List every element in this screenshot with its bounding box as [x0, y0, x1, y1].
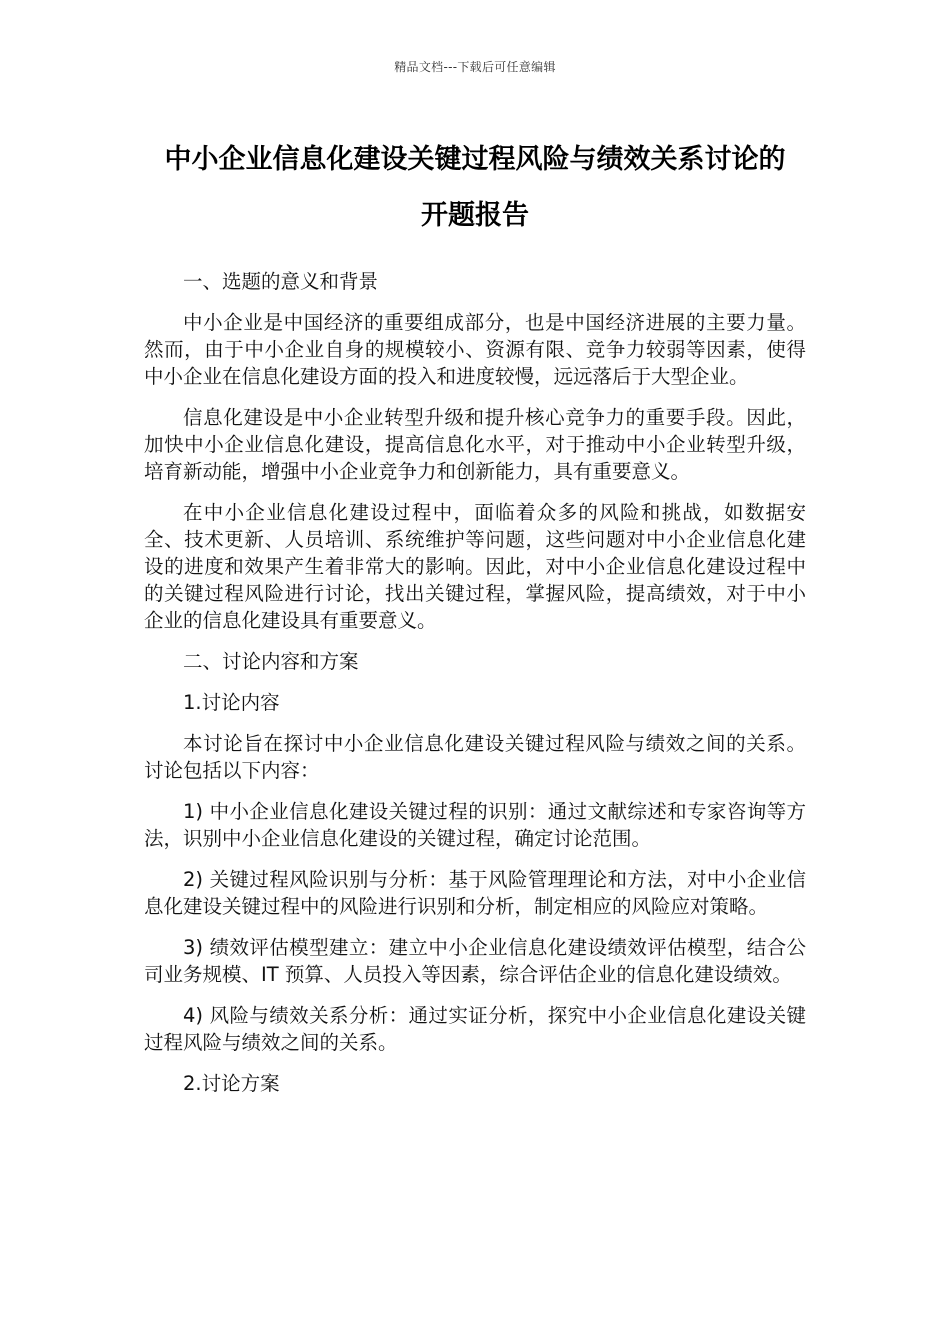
paragraph-research-aim: 本讨论旨在探讨中小企业信息化建设关键过程风险与绩效之间的关系。讨论包括以下内容：	[144, 732, 806, 782]
title-line-1: 中小企业信息化建设关键过程风险与绩效关系讨论的	[164, 144, 786, 175]
document-body	[144, 268, 806, 1111]
list-item-3: 3) 绩效评估模型建立：建立中小企业信息化建设绩效评估模型，结合公司业务规模、IT 预算、人员投入等因素，综合评估企业的信息化建设绩效。	[144, 936, 806, 986]
section-heading-content-plan: 二、讨论内容和方案	[183, 650, 359, 673]
document-title	[120, 132, 830, 244]
header-note: 精品文档---下载后可任意编辑	[394, 60, 556, 74]
paragraph-sme-importance: 中小企业是中国经济的重要组成部分，也是中国经济进展的主要力量。然而，由于中小企业自身的规模较小、资源有限、竞争力较弱等因素，使得中小企业在信息化建设方面的投入和进度较慢，远远落后于大型企业。	[144, 311, 806, 388]
title-line-2: 开题报告	[421, 200, 529, 231]
list-item-1: 1) 中小企业信息化建设关键过程的识别：通过文献综述和专家咨询等方法，识别中小企业信息化建设的关键过程，确定讨论范围。	[144, 800, 806, 850]
list-item-2: 2) 关键过程风险识别与分析：基于风险管理理论和方法，对中小企业信息化建设关键过程中的风险进行识别和分析，制定相应的风险应对策略。	[144, 868, 806, 918]
paragraph-informatization-significance: 信息化建设是中小企业转型升级和提升核心竞争力的重要手段。因此，加快中小企业信息化建设，提高信息化水平，对于推动中小企业转型升级，培育新动能，增强中小企业竞争力和创新能力，具有重要意义。	[144, 406, 806, 483]
subsection-heading-plan: 2.讨论方案	[183, 1072, 280, 1095]
paragraph-risks-challenges: 在中小企业信息化建设过程中，面临着众多的风险和挑战，如数据安全、技术更新、人员培训、系统维护等问题，这些问题对中小企业信息化建设的进度和效果产生着非常大的影响。因此，对中小企业信息化建设过程中的关键过程风险进行讨论，找出关键过程，掌握风险，提高绩效，对于中小企业的信息化建设具有重要意义。	[144, 501, 806, 632]
subsection-heading-content: 1.讨论内容	[183, 691, 280, 714]
section-heading-background: 一、选题的意义和背景	[183, 270, 379, 293]
list-item-4: 4) 风险与绩效关系分析：通过实证分析，探究中小企业信息化建设关键过程风险与绩效之间的关系。	[144, 1004, 806, 1054]
